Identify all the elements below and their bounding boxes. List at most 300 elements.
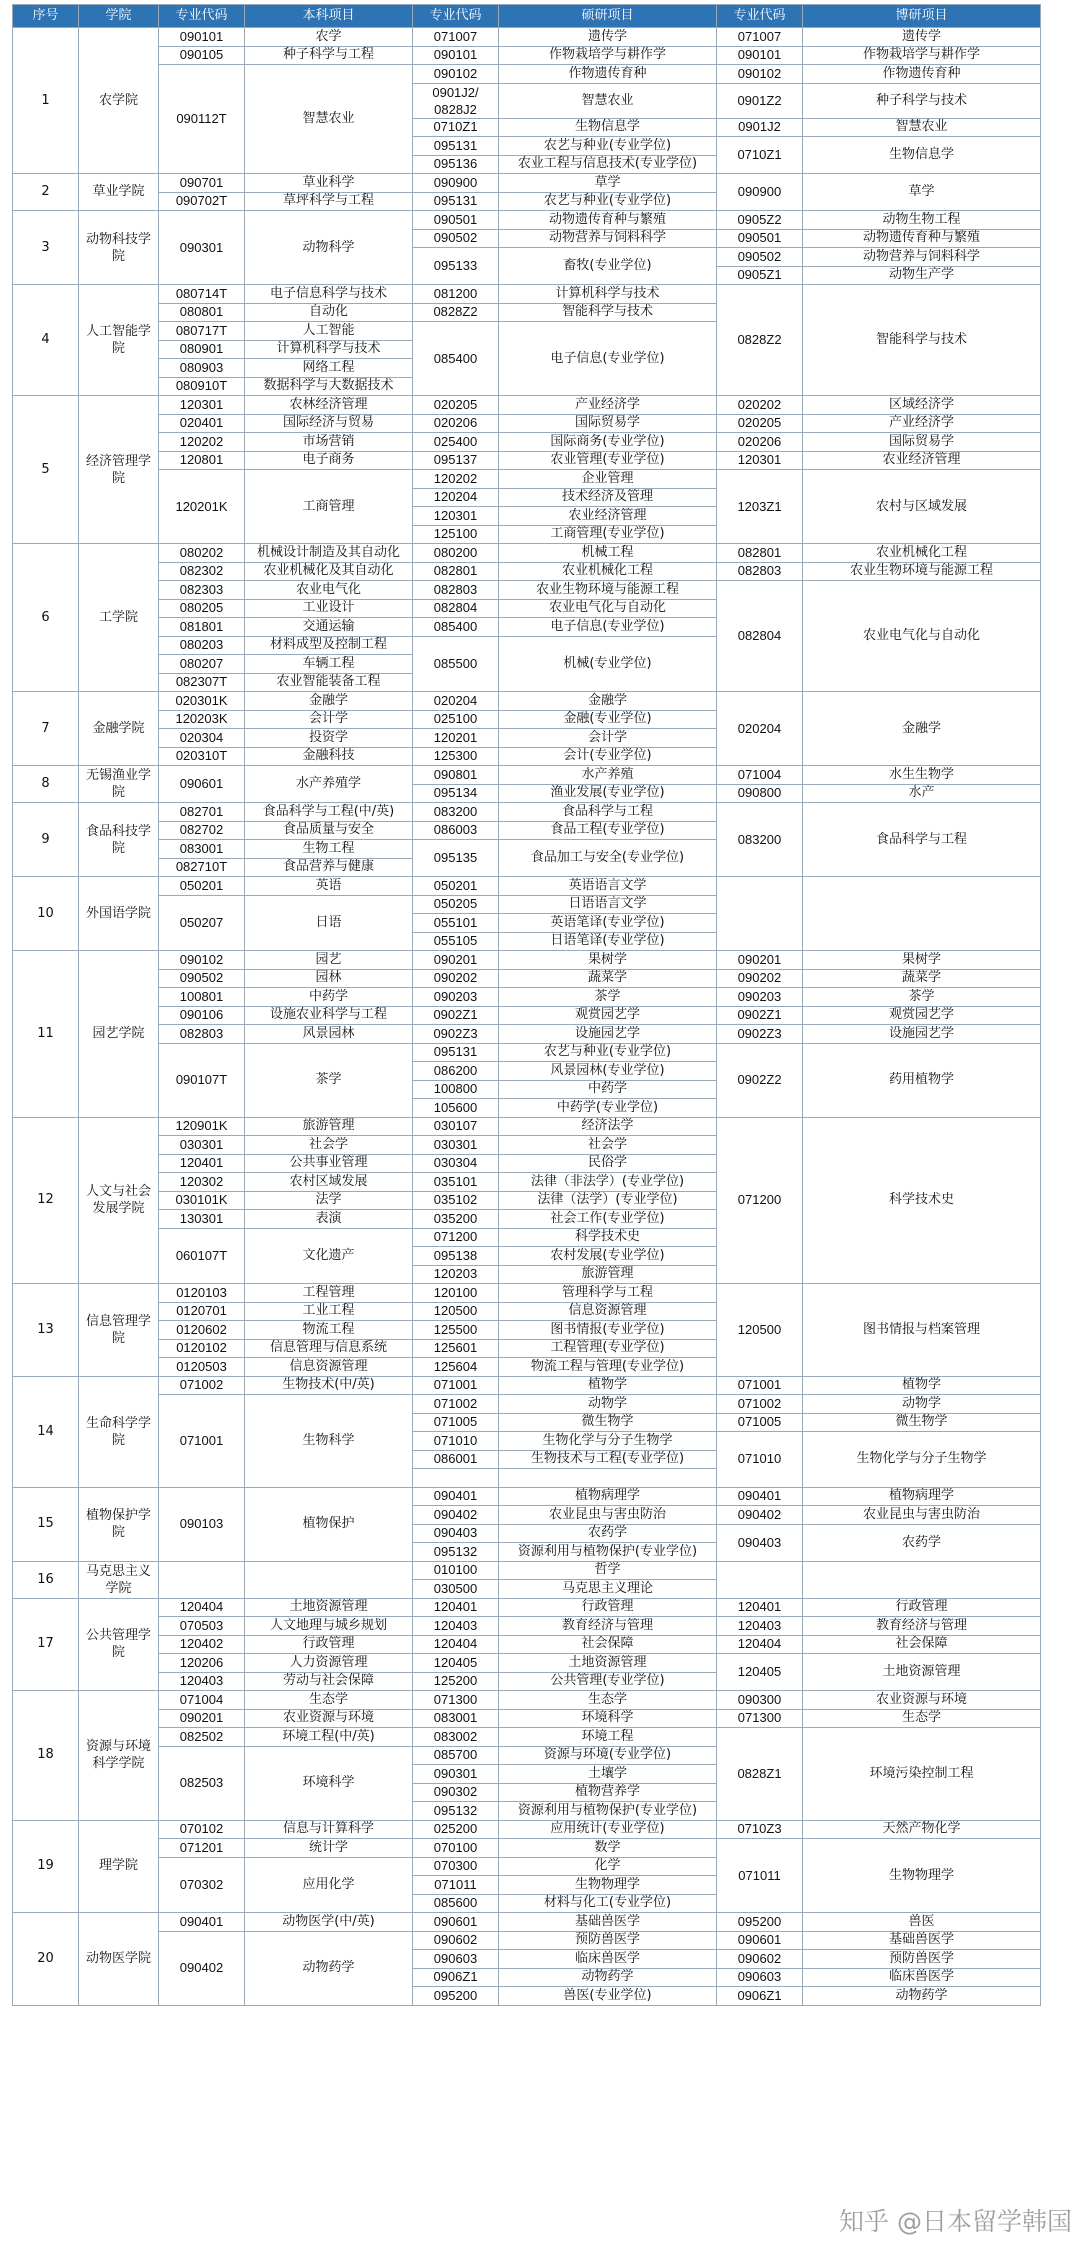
header-undergrad-program: 本科项目 bbox=[245, 5, 413, 28]
table-cell: 11 bbox=[13, 951, 79, 1118]
table-cell: 英语笔译(专业学位) bbox=[499, 914, 717, 933]
table-cell: 公共管理学院 bbox=[79, 1598, 159, 1691]
table-cell: 090112T bbox=[159, 65, 245, 174]
table-cell: 人文地理与城乡规划 bbox=[245, 1617, 413, 1636]
table-cell: 0120102 bbox=[159, 1339, 245, 1358]
table-cell: 草学 bbox=[499, 174, 717, 193]
table-cell: 茶学 bbox=[499, 988, 717, 1007]
table-row bbox=[13, 451, 1041, 470]
table-cell: 071007 bbox=[717, 28, 803, 47]
table-cell: 机械设计制造及其自动化 bbox=[245, 544, 413, 563]
table-row bbox=[13, 1913, 1041, 1932]
table-cell: 设施园艺学 bbox=[803, 1025, 1041, 1044]
table-cell: 125300 bbox=[413, 747, 499, 766]
table-cell: 动物遗传育种与繁殖 bbox=[803, 229, 1041, 248]
table-cell: 082702 bbox=[159, 821, 245, 840]
table-cell: 0902Z3 bbox=[413, 1025, 499, 1044]
table-cell: 资源与环境科学学院 bbox=[79, 1691, 159, 1821]
table-cell: 园林 bbox=[245, 969, 413, 988]
table-cell: 120302 bbox=[159, 1173, 245, 1192]
table-cell: 旅游管理 bbox=[245, 1117, 413, 1136]
table-cell: 0828Z1 bbox=[717, 1728, 803, 1821]
table-cell: 090101 bbox=[717, 46, 803, 65]
table-cell: 材料与化工(专业学位) bbox=[499, 1894, 717, 1913]
table-cell: 083001 bbox=[413, 1709, 499, 1728]
table-cell: 科学技术史 bbox=[803, 1117, 1041, 1284]
table-cell: 农艺与种业(专业学位) bbox=[499, 137, 717, 156]
table-cell: 095131 bbox=[413, 1043, 499, 1062]
table-cell: 12 bbox=[13, 1117, 79, 1284]
table-cell: 水产 bbox=[803, 784, 1041, 803]
table-cell: 天然产物化学 bbox=[803, 1820, 1041, 1839]
table-cell: 产业经济学 bbox=[499, 396, 717, 415]
table-cell: 090502 bbox=[159, 969, 245, 988]
table-cell: 智慧农业 bbox=[245, 65, 413, 174]
table-row bbox=[13, 1043, 1041, 1062]
table-cell: 法学 bbox=[245, 1191, 413, 1210]
table-cell: 082801 bbox=[717, 544, 803, 563]
table-cell: 120500 bbox=[717, 1284, 803, 1377]
table-cell: 农艺与种业(专业学位) bbox=[499, 1043, 717, 1062]
table-cell: 畜牧(专业学位) bbox=[499, 248, 717, 285]
table-cell: 旅游管理 bbox=[499, 1265, 717, 1284]
table-cell: 农学 bbox=[245, 28, 413, 47]
table-cell: 金融(专业学位) bbox=[499, 710, 717, 729]
table-cell: 086001 bbox=[413, 1450, 499, 1469]
table-cell: 082710T bbox=[159, 858, 245, 877]
table-cell: 企业管理 bbox=[499, 470, 717, 489]
table-cell: 中药学(专业学位) bbox=[499, 1099, 717, 1118]
table-cell: 0828Z2 bbox=[717, 285, 803, 396]
table-cell: 090101 bbox=[413, 46, 499, 65]
table-cell: 生物技术与工程(专业学位) bbox=[499, 1450, 717, 1469]
table-cell: 农艺与种业(专业学位) bbox=[499, 192, 717, 211]
table-cell bbox=[803, 877, 1041, 951]
table-cell: 082307T bbox=[159, 673, 245, 692]
table-cell: 社会学 bbox=[499, 1136, 717, 1155]
table-cell: 082803 bbox=[413, 581, 499, 600]
table-cell: 071011 bbox=[413, 1876, 499, 1895]
table-cell: 园艺学院 bbox=[79, 951, 159, 1118]
table-cell: 090302 bbox=[413, 1783, 499, 1802]
table-row bbox=[13, 1561, 1041, 1580]
table-cell bbox=[245, 1561, 413, 1598]
table-cell: 农学院 bbox=[79, 28, 159, 174]
table-cell: 082303 bbox=[159, 581, 245, 600]
table-cell: 095135 bbox=[413, 840, 499, 877]
table-cell: 0710Z3 bbox=[717, 1820, 803, 1839]
table-cell: 英语 bbox=[245, 877, 413, 896]
table-cell: 030301 bbox=[413, 1136, 499, 1155]
table-cell: 071002 bbox=[159, 1376, 245, 1395]
table-cell: 智能科学与技术 bbox=[499, 303, 717, 322]
table-row bbox=[13, 969, 1041, 988]
table-cell: 0710Z1 bbox=[717, 137, 803, 174]
table-cell: 071201 bbox=[159, 1839, 245, 1858]
table-cell: 120401 bbox=[413, 1598, 499, 1617]
table-cell: 0120701 bbox=[159, 1302, 245, 1321]
table-cell: 水产养殖学 bbox=[245, 766, 413, 803]
table-cell: 020202 bbox=[717, 396, 803, 415]
table-cell: 金融科技 bbox=[245, 747, 413, 766]
table-cell: 基础兽医学 bbox=[803, 1931, 1041, 1950]
table-row bbox=[13, 1598, 1041, 1617]
table-cell: 电子信息科学与技术 bbox=[245, 285, 413, 304]
table-cell: 082803 bbox=[159, 1025, 245, 1044]
table-cell: 120901K bbox=[159, 1117, 245, 1136]
table-cell: 120201 bbox=[413, 729, 499, 748]
header-master-program: 硕研项目 bbox=[499, 5, 717, 28]
table-cell: 090501 bbox=[717, 229, 803, 248]
table-cell: 人文与社会发展学院 bbox=[79, 1117, 159, 1284]
table-cell: 020204 bbox=[413, 692, 499, 711]
table-cell: 农业智能装备工程 bbox=[245, 673, 413, 692]
table-cell: 日语语言文学 bbox=[499, 895, 717, 914]
table-cell: 观赏园艺学 bbox=[803, 1006, 1041, 1025]
table-cell: 080203 bbox=[159, 636, 245, 655]
table-cell: 085400 bbox=[413, 322, 499, 396]
table-cell: 082502 bbox=[159, 1728, 245, 1747]
table-cell: 8 bbox=[13, 766, 79, 803]
table-cell: 动物医学院 bbox=[79, 1913, 159, 2006]
table-cell: 动物学 bbox=[803, 1395, 1041, 1414]
table-cell: 095138 bbox=[413, 1247, 499, 1266]
table-cell: 120202 bbox=[159, 433, 245, 452]
table-cell: 120401 bbox=[159, 1154, 245, 1173]
table-cell: 070100 bbox=[413, 1839, 499, 1858]
table-cell: 100800 bbox=[413, 1080, 499, 1099]
table-cell: 1203Z1 bbox=[717, 470, 803, 544]
table-cell: 095200 bbox=[413, 1987, 499, 2006]
table-cell: 120203 bbox=[413, 1265, 499, 1284]
table-cell: 资源利用与植物保护(专业学位) bbox=[499, 1802, 717, 1821]
table-cell: 表演 bbox=[245, 1210, 413, 1229]
table-cell: 020301K bbox=[159, 692, 245, 711]
table-cell: 统计学 bbox=[245, 1839, 413, 1858]
table-cell: 工程管理 bbox=[245, 1284, 413, 1303]
table-cell: 工业设计 bbox=[245, 599, 413, 618]
table-row bbox=[13, 1117, 1041, 1136]
table-cell: 090102 bbox=[717, 65, 803, 84]
table-row bbox=[13, 1654, 1041, 1673]
table-cell: 082701 bbox=[159, 803, 245, 822]
table-row bbox=[13, 1691, 1041, 1710]
table-cell: 10 bbox=[13, 877, 79, 951]
table-cell: 数学 bbox=[499, 1839, 717, 1858]
table-cell: 13 bbox=[13, 1284, 79, 1377]
table-cell: 090202 bbox=[717, 969, 803, 988]
table-cell: 090201 bbox=[159, 1709, 245, 1728]
table-cell: 090501 bbox=[413, 211, 499, 230]
table-cell: 120301 bbox=[717, 451, 803, 470]
table-cell: 083002 bbox=[413, 1728, 499, 1747]
table-cell: 土地资源管理 bbox=[245, 1598, 413, 1617]
table-cell: 农业电气化 bbox=[245, 581, 413, 600]
table-cell: 生物化学与分子生物学 bbox=[803, 1432, 1041, 1488]
table-cell: 125200 bbox=[413, 1672, 499, 1691]
table-row bbox=[13, 1839, 1041, 1858]
table-cell: 食品营养与健康 bbox=[245, 858, 413, 877]
table-cell: 0120602 bbox=[159, 1321, 245, 1340]
table-cell: 082503 bbox=[159, 1746, 245, 1820]
table-cell: 农业资源与环境 bbox=[803, 1691, 1041, 1710]
table-cell: 作物遗传育种 bbox=[499, 65, 717, 84]
table-cell: 090401 bbox=[717, 1487, 803, 1506]
table-row bbox=[13, 211, 1041, 230]
table-cell: 作物栽培学与耕作学 bbox=[499, 46, 717, 65]
table-cell: 行政管理 bbox=[803, 1598, 1041, 1617]
table-cell: 草学 bbox=[803, 174, 1041, 211]
table-cell: 会计学 bbox=[245, 710, 413, 729]
table-cell: 经济法学 bbox=[499, 1117, 717, 1136]
table-cell: 083200 bbox=[717, 803, 803, 877]
table-cell: 020206 bbox=[717, 433, 803, 452]
table-cell: 120401 bbox=[717, 1598, 803, 1617]
table-row bbox=[13, 174, 1041, 193]
table-cell: 行政管理 bbox=[499, 1598, 717, 1617]
table-cell: 090106 bbox=[159, 1006, 245, 1025]
table-cell: 应用统计(专业学位) bbox=[499, 1820, 717, 1839]
table-cell: 081801 bbox=[159, 618, 245, 637]
table-cell: 哲学 bbox=[499, 1561, 717, 1580]
table-cell: 050201 bbox=[159, 877, 245, 896]
table-cell: 120206 bbox=[159, 1654, 245, 1673]
table-cell: 0902Z3 bbox=[717, 1025, 803, 1044]
table-cell: 0120503 bbox=[159, 1358, 245, 1377]
table-row bbox=[13, 396, 1041, 415]
table-cell: 生态学 bbox=[245, 1691, 413, 1710]
table-cell: 管理科学与工程 bbox=[499, 1284, 717, 1303]
table-cell: 工学院 bbox=[79, 544, 159, 692]
table-cell: 科学技术史 bbox=[499, 1228, 717, 1247]
table-cell: 19 bbox=[13, 1820, 79, 1913]
table-cell: 网络工程 bbox=[245, 359, 413, 378]
table-cell: 园艺 bbox=[245, 951, 413, 970]
table-cell: 农药学 bbox=[803, 1524, 1041, 1561]
table-cell: 国际商务(专业学位) bbox=[499, 433, 717, 452]
table-cell: 095136 bbox=[413, 155, 499, 174]
table-cell: 茶学 bbox=[803, 988, 1041, 1007]
table-cell: 090401 bbox=[159, 1913, 245, 1932]
table-cell: 0902Z1 bbox=[717, 1006, 803, 1025]
table-cell: 动物生物工程 bbox=[803, 211, 1041, 230]
table-cell: 0120103 bbox=[159, 1284, 245, 1303]
table-cell: 035101 bbox=[413, 1173, 499, 1192]
table-cell: 0905Z1 bbox=[717, 266, 803, 285]
table-cell: 090101 bbox=[159, 28, 245, 47]
table-cell: 120404 bbox=[413, 1635, 499, 1654]
table-cell: 125604 bbox=[413, 1358, 499, 1377]
table-cell: 动物医学(中/英) bbox=[245, 1913, 413, 1932]
table-cell: 010100 bbox=[413, 1561, 499, 1580]
table-cell: 080717T bbox=[159, 322, 245, 341]
table-cell: 020205 bbox=[413, 396, 499, 415]
table-cell: 土地资源管理 bbox=[803, 1654, 1041, 1691]
table-cell: 071011 bbox=[717, 1839, 803, 1913]
table-cell: 农业工程与信息技术(专业学位) bbox=[499, 155, 717, 174]
table-cell: 土壤学 bbox=[499, 1765, 717, 1784]
table-cell: 智慧农业 bbox=[499, 83, 717, 118]
table-cell: 教育经济与管理 bbox=[803, 1617, 1041, 1636]
table-row bbox=[13, 1709, 1041, 1728]
table-cell: 动物学 bbox=[499, 1395, 717, 1414]
table-cell: 070302 bbox=[159, 1857, 245, 1913]
table-cell: 临床兽医学 bbox=[499, 1950, 717, 1969]
table-cell: 预防兽医学 bbox=[803, 1950, 1041, 1969]
program-table bbox=[12, 4, 1041, 2006]
table-cell: 农业机械化工程 bbox=[803, 544, 1041, 563]
table-cell: 农业机械化工程 bbox=[499, 562, 717, 581]
table-cell: 资源与环境(专业学位) bbox=[499, 1746, 717, 1765]
table-cell: 化学 bbox=[499, 1857, 717, 1876]
table-cell: 劳动与社会保障 bbox=[245, 1672, 413, 1691]
table-row bbox=[13, 414, 1041, 433]
table-cell: 动物科学 bbox=[245, 211, 413, 285]
table-cell: 植物保护学院 bbox=[79, 1487, 159, 1561]
table-cell: 090105 bbox=[159, 46, 245, 65]
table-cell: 智慧农业 bbox=[803, 118, 1041, 137]
header-doctoral-program: 博研项目 bbox=[803, 5, 1041, 28]
table-cell: 120405 bbox=[413, 1654, 499, 1673]
table-cell: 公共事业管理 bbox=[245, 1154, 413, 1173]
table-cell: 生物信息学 bbox=[499, 118, 717, 137]
table-cell: 农业生物环境与能源工程 bbox=[499, 581, 717, 600]
table-cell: 17 bbox=[13, 1598, 79, 1691]
table-cell: 理学院 bbox=[79, 1820, 159, 1913]
table-cell: 090502 bbox=[717, 248, 803, 267]
table-cell: 草业学院 bbox=[79, 174, 159, 211]
table-cell: 水产养殖 bbox=[499, 766, 717, 785]
table-cell: 0828Z2 bbox=[413, 303, 499, 322]
table-cell: 金融学 bbox=[499, 692, 717, 711]
table-cell: 环境工程 bbox=[499, 1728, 717, 1747]
table-cell: 基础兽医学 bbox=[499, 1913, 717, 1932]
table-cell: 080903 bbox=[159, 359, 245, 378]
table-cell: 食品科学与工程 bbox=[803, 803, 1041, 877]
table-cell: 125601 bbox=[413, 1339, 499, 1358]
table-cell: 4 bbox=[13, 285, 79, 396]
table-cell: 无锡渔业学院 bbox=[79, 766, 159, 803]
table-cell: 080200 bbox=[413, 544, 499, 563]
table-cell: 农业昆虫与害虫防治 bbox=[803, 1506, 1041, 1525]
table-cell: 030500 bbox=[413, 1580, 499, 1599]
table-cell: 125500 bbox=[413, 1321, 499, 1340]
header-undergrad-code: 专业代码 bbox=[159, 5, 245, 28]
table-cell: 120403 bbox=[413, 1617, 499, 1636]
table-cell: 090603 bbox=[413, 1950, 499, 1969]
table-cell: 090201 bbox=[413, 951, 499, 970]
table-cell: 030107 bbox=[413, 1117, 499, 1136]
table-cell: 自动化 bbox=[245, 303, 413, 322]
table-cell: 工商管理 bbox=[245, 470, 413, 544]
table-cell: 090203 bbox=[413, 988, 499, 1007]
table-cell: 130301 bbox=[159, 1210, 245, 1229]
table-cell: 0902Z1 bbox=[413, 1006, 499, 1025]
table-cell: 植物学 bbox=[803, 1376, 1041, 1395]
table-cell: 农业电气化与自动化 bbox=[803, 581, 1041, 692]
table-cell: 083001 bbox=[159, 840, 245, 859]
table-cell: 125100 bbox=[413, 525, 499, 544]
table-cell: 智能科学与技术 bbox=[803, 285, 1041, 396]
table-cell: 071300 bbox=[717, 1709, 803, 1728]
table-cell: 120301 bbox=[159, 396, 245, 415]
table-row bbox=[13, 1284, 1041, 1303]
table-cell: 微生物学 bbox=[803, 1413, 1041, 1432]
table-cell: 生物工程 bbox=[245, 840, 413, 859]
table-row bbox=[13, 1728, 1041, 1747]
table-cell: 081200 bbox=[413, 285, 499, 304]
table-cell: 电子信息(专业学位) bbox=[499, 322, 717, 396]
table-cell: 090107T bbox=[159, 1043, 245, 1117]
table-cell: 工业工程 bbox=[245, 1302, 413, 1321]
table-cell: 茶学 bbox=[245, 1043, 413, 1117]
table-cell: 作物栽培学与耕作学 bbox=[803, 46, 1041, 65]
table-row bbox=[13, 988, 1041, 1007]
table-cell: 日语笔译(专业学位) bbox=[499, 932, 717, 951]
table-cell: 法律（非法学）(专业学位) bbox=[499, 1173, 717, 1192]
header-master-code: 专业代码 bbox=[413, 5, 499, 28]
table-cell bbox=[159, 1561, 245, 1598]
table-cell: 生物科学 bbox=[245, 1395, 413, 1488]
table-cell: 120500 bbox=[413, 1302, 499, 1321]
table-cell: 生物化学与分子生物学 bbox=[499, 1432, 717, 1451]
table-cell: 动物药学 bbox=[245, 1931, 413, 2005]
table-cell: 农业机械化及其自动化 bbox=[245, 562, 413, 581]
table-cell: 交通运输 bbox=[245, 618, 413, 637]
table-cell: 生物物理学 bbox=[499, 1876, 717, 1895]
table-cell: 071001 bbox=[717, 1376, 803, 1395]
table-cell: 071004 bbox=[717, 766, 803, 785]
table-cell: 050201 bbox=[413, 877, 499, 896]
table-cell: 090103 bbox=[159, 1487, 245, 1561]
table-cell: 071010 bbox=[717, 1432, 803, 1488]
table-cell: 中药学 bbox=[499, 1080, 717, 1099]
table-cell: 7 bbox=[13, 692, 79, 766]
table-cell: 090900 bbox=[413, 174, 499, 193]
table-cell: 信息资源管理 bbox=[245, 1358, 413, 1377]
table-cell: 120404 bbox=[159, 1598, 245, 1617]
table-cell: 生态学 bbox=[499, 1691, 717, 1710]
table-cell: 数据科学与大数据技术 bbox=[245, 377, 413, 396]
table-row bbox=[13, 1820, 1041, 1839]
table-cell: 种子科学与工程 bbox=[245, 46, 413, 65]
table-cell: 120201K bbox=[159, 470, 245, 544]
table-cell: 090602 bbox=[717, 1950, 803, 1969]
table-cell: 090702T bbox=[159, 192, 245, 211]
table-cell: 兽医(专业学位) bbox=[499, 1987, 717, 2006]
table-cell: 090203 bbox=[717, 988, 803, 1007]
table-row bbox=[13, 1931, 1041, 1950]
table-cell: 120402 bbox=[159, 1635, 245, 1654]
table-cell: 农药学 bbox=[499, 1524, 717, 1543]
table-cell: 120301 bbox=[413, 507, 499, 526]
table-cell: 车辆工程 bbox=[245, 655, 413, 674]
table-cell: 计算机科学与技术 bbox=[245, 340, 413, 359]
table-cell: 120203K bbox=[159, 710, 245, 729]
table-cell: 070102 bbox=[159, 1820, 245, 1839]
table-cell: 会计学 bbox=[499, 729, 717, 748]
table-cell: 095200 bbox=[717, 1913, 803, 1932]
table-cell: 设施农业科学与工程 bbox=[245, 1006, 413, 1025]
table-cell: 农村与区域发展 bbox=[803, 470, 1041, 544]
table-cell: 环境工程(中/英) bbox=[245, 1728, 413, 1747]
table-cell: 果树学 bbox=[499, 951, 717, 970]
table-cell bbox=[413, 1469, 499, 1488]
table-cell: 风景园林 bbox=[245, 1025, 413, 1044]
table-cell: 电子信息(专业学位) bbox=[499, 618, 717, 637]
table-cell: 090102 bbox=[159, 951, 245, 970]
table-cell: 085500 bbox=[413, 636, 499, 692]
